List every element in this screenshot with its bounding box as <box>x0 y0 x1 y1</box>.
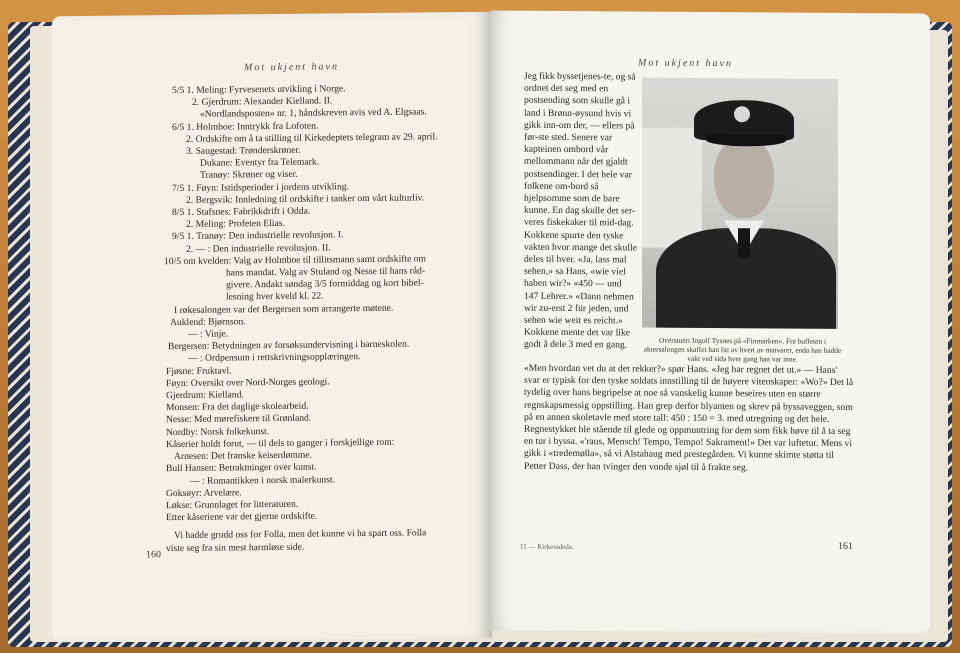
photo-tie <box>738 228 750 258</box>
photo-cap-peak <box>706 134 786 147</box>
list-line: Nesse: Med mørefiskere til Grønland. <box>166 413 312 426</box>
list-line: Bull Hansen: Betraktninger over kunst. <box>166 461 317 475</box>
body-text-narrow: Jeg fikk byssetjenes-te, og så ordnet det seg med en postsending som skulle gå i land i Brønn-øysund hvis vi gikk inn-om der, — ellers på før-ste sted. Senere var kapteinen ombord vår mellommann når det gjaldt postsendinger. I det hele var folkene om-bord så hjelpsomme som de bare kunne. En dag skulle det ser-veres fiskekaker til mid-dag. Kokkene spurte den tyske vakten hvor mange det skulle deles til hver. «Ja, lass mal sehen,» sa Hans, «wie viel haben wir?» «450 — und 147 Lehrer.» «Dann nehmen wir zu-erst 2 für jeden, und sehen wie weit es reicht.» Kokkene mente det var like godt å dele 3 med en gang. <box>524 70 637 351</box>
list-line: Arnesen: Det franske keiserdømme. <box>174 449 312 463</box>
list-line: 3. Saugestad: Trønderskrøner. <box>186 144 301 157</box>
list-line: 8/5 1. Stafsnes: Fabrikkdrift i Odda. <box>172 205 311 219</box>
footer-note: 11 — Kirkessdeda. <box>520 542 574 552</box>
closing-line: viste seg fra sin mest harmløse side. <box>166 541 305 554</box>
list-line: 7/5 1. Føyn: Istidsperioder i jordens utvikling. <box>172 180 349 194</box>
list-line: 2. Ordskifte om å ta stilling til Kirkedeptets telegram av 29. april. <box>186 131 438 145</box>
right-page <box>490 10 930 633</box>
list-line: — : Romantikken i norsk malerkunst. <box>190 473 335 487</box>
list-line: Bergersen: Betydningen av forsøksundervisning i barneskolen. <box>168 338 410 353</box>
photo-cap-badge <box>734 106 750 122</box>
running-head: Mot ukjent havn <box>244 61 339 74</box>
list-line: Monsen: Fra det daglige skolearbeid. <box>166 400 309 414</box>
body-text-full: «Men hvordan vet du at det rekker?» spør Hans. «Jeg har regnet det ut.» — Hans' svar er typisk for den tyske soldats innstilling til de høyere vitenskaper: «Wo?» Det lå tydelig over hans begripelse at noe så vanskelig kunne beseires uten en større regnskapsmessig oppstilling. Han grep derfor blyanten og skrev på byssaveggen, som på en annen skoletavle med store tall: 450 : 150 = 3. med utregning og det hele. Regnestykket ble stående til glede og oppmuntring for dem som fikk høve til å ta seg en tur i byssa. «'raus, Mensch! Tempo, Tempo! Sakrament!» Det var luftetur. Mens vi gikk i «tredemølla», så vi Alstahaug med prestegården. Vi kunne skimte støtta til Petter Dass, der han tvinger den vonde sjøl til å frakte seg. <box>524 362 854 473</box>
list-line: Dukane: Eventyr fra Telemark. <box>200 156 320 169</box>
program-list <box>74 82 492 556</box>
section-intro: I røkesalongen var det Bergersen som arrangerte møtene. <box>174 302 394 316</box>
photo-face <box>714 138 774 218</box>
list-line: 2. — : Den industrielle revolusjon. II. <box>186 242 331 255</box>
list-line: Etter kåseriene var det gjerne ordskifte. <box>166 510 318 524</box>
photo-caption: Overstuert Ingolf Tysnes på «Finmarken». Fra buffeten i aktersalongen skaffet han litt av hvert av matvarer, enda han hadde vakt ved sida hver gang han var inne. <box>643 335 842 364</box>
list-line: — : Vinje. <box>188 328 229 340</box>
list-line: Auklend: Bjørnson. <box>170 316 246 328</box>
photo-background-window <box>642 128 702 248</box>
page-number: 161 <box>838 540 853 552</box>
left-page <box>52 12 492 643</box>
list-line: 2. Bergsvik: Innledning til ordskifte i tanker om vårt kulturliv. <box>186 192 425 206</box>
list-line: Løkse: Grunnlaget for litteraturen. <box>166 498 299 512</box>
list-line: Gjerdrum: Kielland. <box>166 389 244 402</box>
list-line: 10/5 om kvelden: Valg av Holmboe til tillitsmann samt ordskifte om <box>164 253 427 267</box>
list-line: lesning hver kveld kl. 22. <box>226 290 324 303</box>
list-line: Fjøsne: Fruktavl. <box>166 365 232 377</box>
running-head: Mot ukjent havn <box>638 57 733 70</box>
list-line: givere. Andakt søndag 3/5 formiddag og kort bibel- <box>226 277 424 291</box>
list-line: — : Ordpensum i rettskrivningsopplæringen. <box>188 351 361 365</box>
list-line: Kåserier holdt forut, — til dels to ganger i forskjellige rom: <box>166 436 395 451</box>
list-line: Goksøyr: Arvelære. <box>166 487 242 499</box>
portrait-photo <box>642 78 838 329</box>
list-line: Nordby: Norsk folkekunst. <box>166 425 270 438</box>
list-line: Føyn: Oversikt over Nord-Norges geologi. <box>166 376 330 389</box>
list-line: 9/5 1. Tranøy: Den industrielle revolusjon. I. <box>172 229 344 243</box>
closing-line: Vi hadde grudd oss for Folla, men det kunne vi ha spart oss. Folla <box>174 527 427 542</box>
list-line: Tranøy: Skrøner og viser. <box>200 169 298 182</box>
list-line: 6/5 1. Holmboe: Inntrykk fra Lofoten. <box>172 120 319 133</box>
list-line: 2. Meling: Profeten Elias. <box>186 218 285 231</box>
list-line: 5/5 1. Meling: Fyrvesenets utvikling i Norge. <box>172 83 346 97</box>
list-line: 2. Gjerdrum: Alexander Kielland. II. <box>192 95 333 109</box>
page-number: 160 <box>146 549 161 561</box>
list-line: hans mandat. Valg av Stuland og Nesse til hans råd- <box>226 265 426 279</box>
list-line: «Nordlandsposten» nr. 1, håndskreven avis ved A. Elgsaas. <box>200 106 427 121</box>
